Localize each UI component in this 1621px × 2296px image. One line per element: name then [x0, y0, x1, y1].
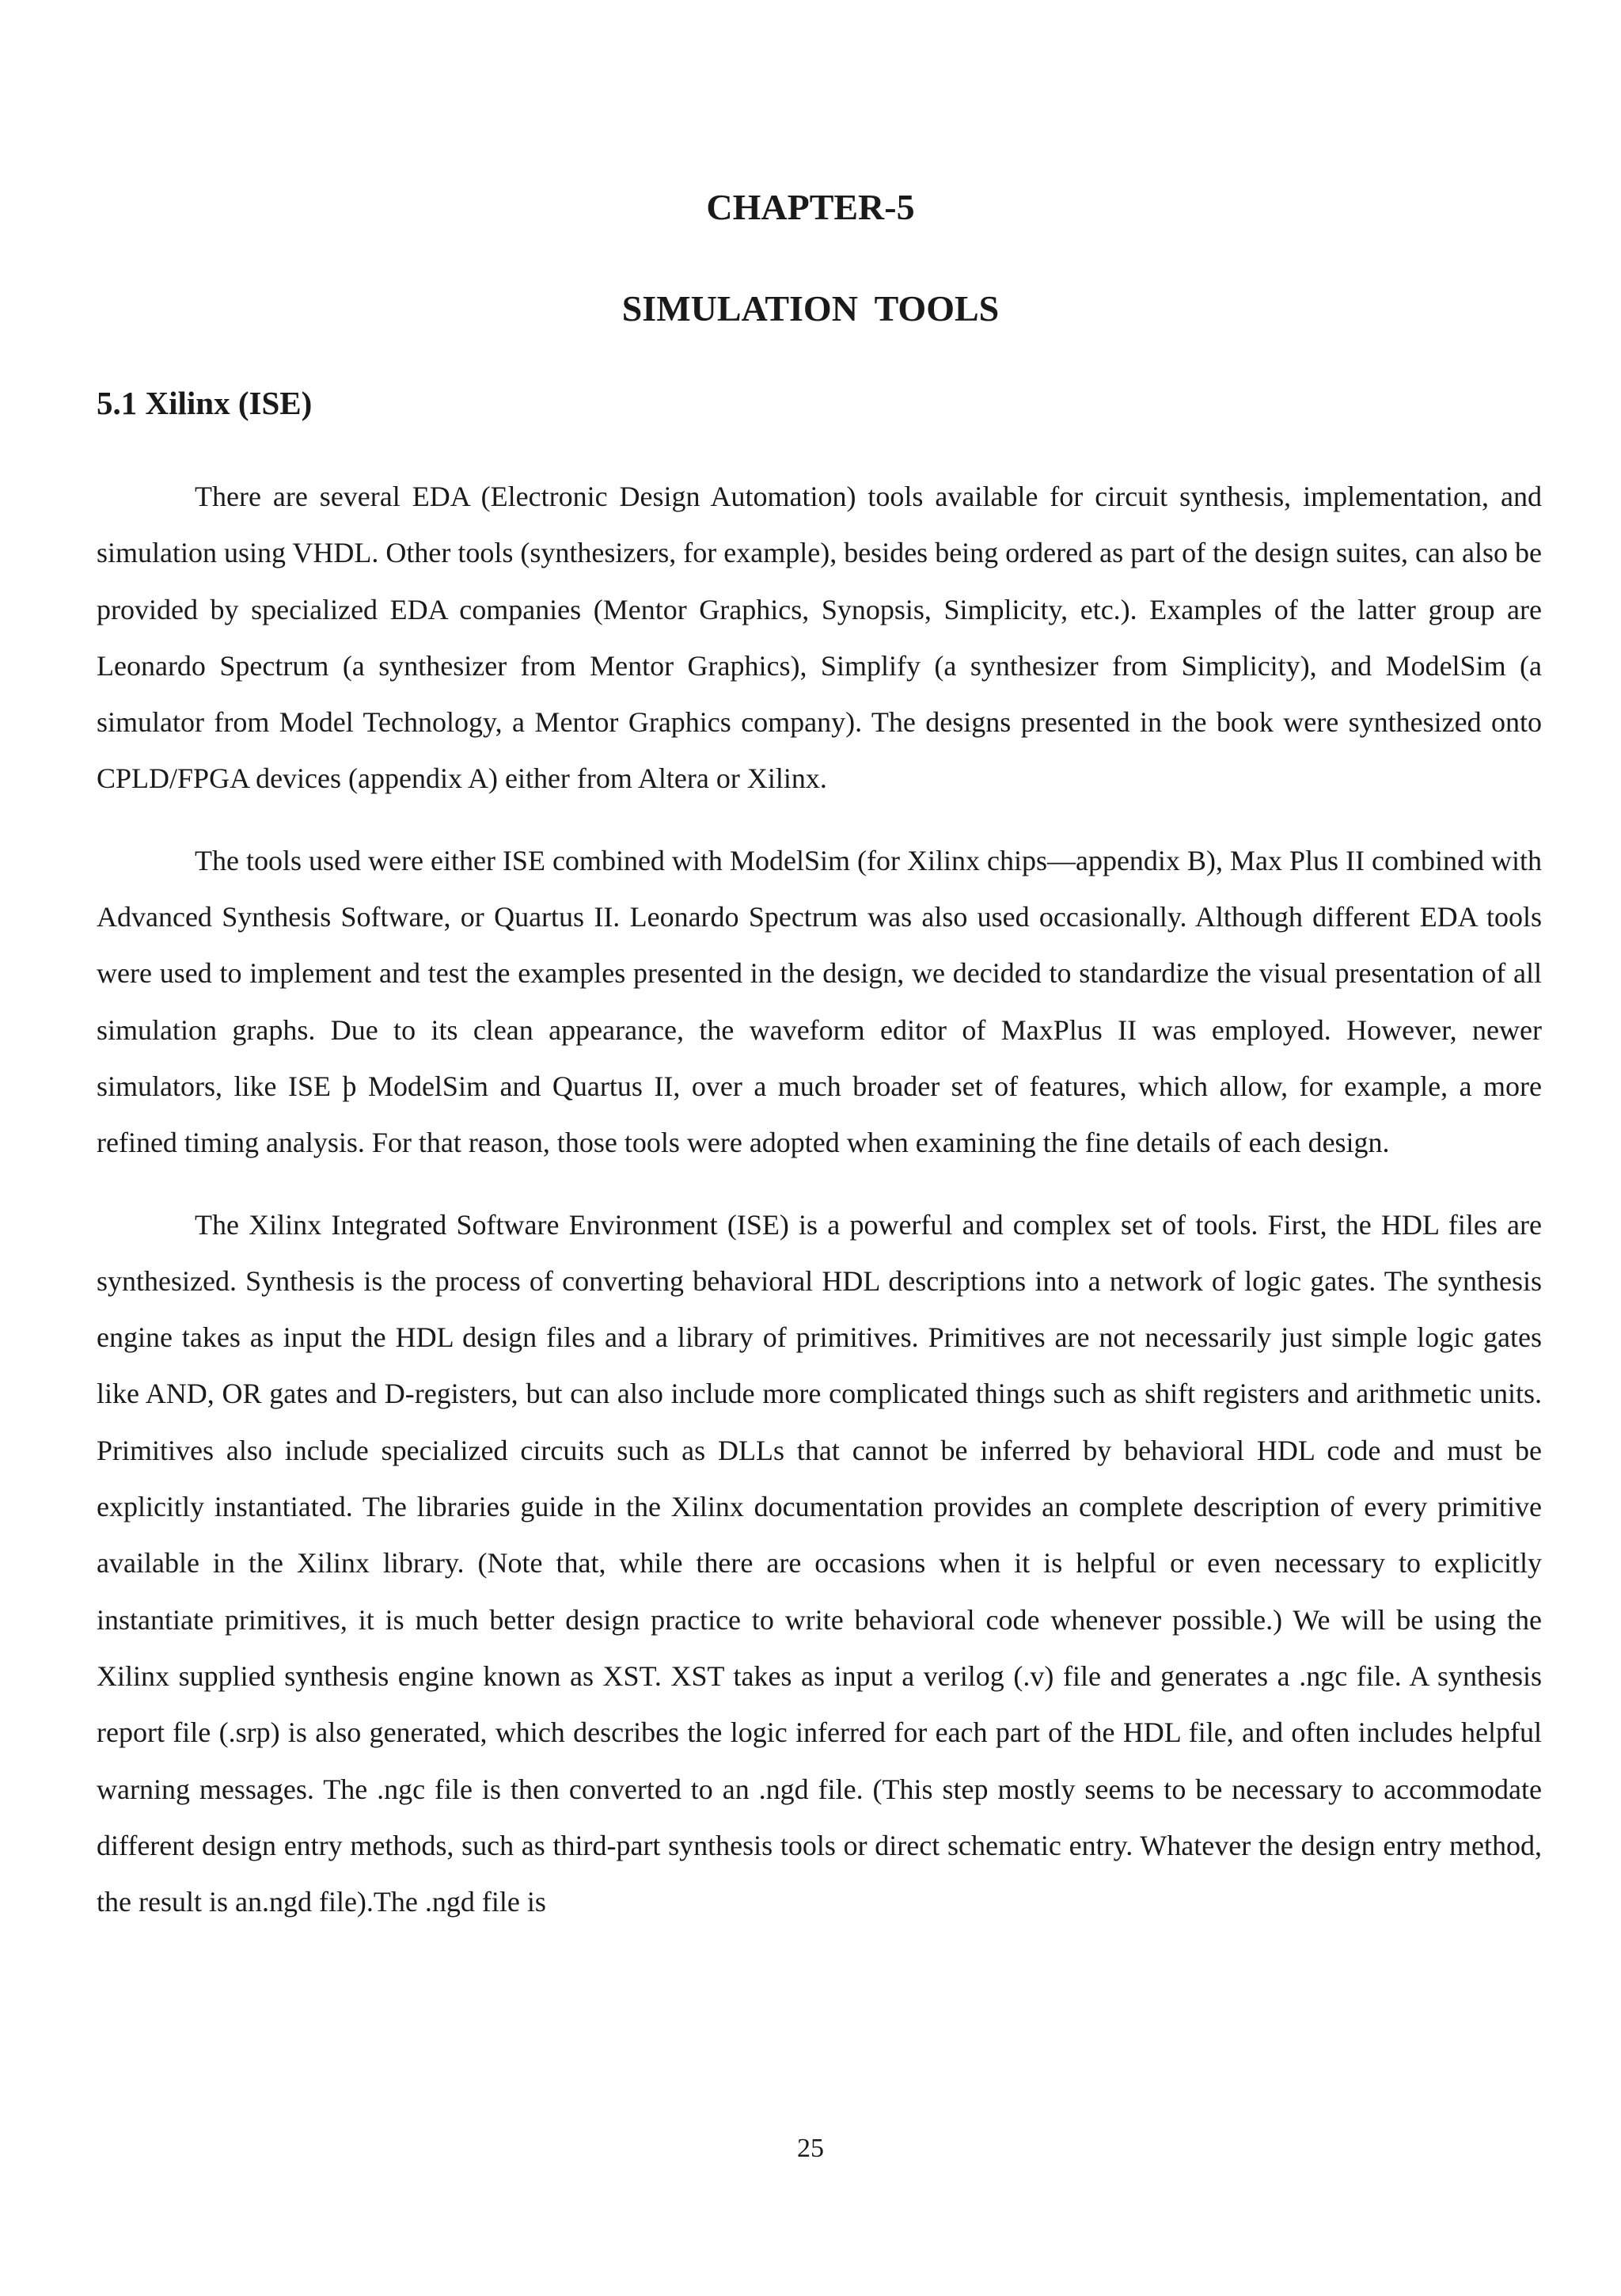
section-heading: 5.1 Xilinx (ISE) — [97, 385, 313, 421]
paragraph-xilinx-ise: The Xilinx Integrated Software Environment (ISE) is a powerful and complex set of tools. First, the HDL files are synthesized. Synthesis is the process of converting behavioral HDL descriptions into a network of logic gates. The synthesis engine takes as input the HDL design files and a library of primitives. Primitives are not necessarily just simple logic gates like AND, OR gates and D-registers, but can also include more complicated things such as shift registers and arithmetic units. Primitives also include specialized circuits such as DLLs that cannot be inferred by behavioral HDL code and must be explicitly instantiated. The libraries guide in the Xilinx documentation provides an complete description of every primitive available in the Xilinx library. (Note that, while there are occasions when it is helpful or even necessary to explicitly instantiate primitives, it is much better design practice to write behavioral code whenever possible.) We will be using the Xilinx supplied synthesis engine known as XST. XST takes as input a verilog (.v) file and generates a .ngc file. A synthesis report file (.srp) is also generated, which describes the logic inferred for each part of the HDL file, and often includes helpful warning messages. The .ngc file is then converted to an .ngd file. (This step mostly seems to be necessary to accommodate different design entry methods, such as third-part synthesis tools or direct schematic entry. Whatever the design entry method, the result is an.ngd file).The .ngd file is — [97, 1208, 1542, 1918]
paragraph-eda-tools: There are several EDA (Electronic Design Automation) tools available for circuit synthesis, implementation, and simulation using VHDL. Other tools (synthesizers, for example), besides being ordered as part of the design suites, can also be provided by specialized EDA companies (Mentor Graphics, Synopsis, Simplicity, etc.). Examples of the latter group are Leonardo Spectrum (a synthesizer from Mentor Graphics), Simplify (a synthesizer from Simplicity), and ModelSim (a simulator from Model Technology, a Mentor Graphics company). The designs presented in the book were synthesized onto CPLD/FPGA devices (appendix A) either from Altera or Xilinx. — [97, 481, 1542, 795]
chapter-title: SIMULATION TOOLS — [621, 288, 1000, 329]
body-text — [97, 469, 1542, 1956]
paragraph-tools-used: The tools used were either ISE combined with ModelSim (for Xilinx chips—appendix B), Max Plus II combined with Advanced Synthesis Software, or Quartus II. Leonardo Spectrum was also used occasionally. Although different EDA tools were used to implement and test the examples presented in the design, we decided to standardize the visual presentation of all simulation graphs. Due to its clean appearance, the waveform editor of MaxPlus II was employed. However, newer simulators, like ISE þ ModelSim and Quartus II, over a much broader set of features, which allow, for example, a more refined timing analysis. For that reason, those tools were adopted when examining the fine details of each design. — [97, 844, 1542, 1159]
chapter-label: CHAPTER-5 — [706, 187, 915, 227]
page-number: 25 — [797, 2134, 824, 2163]
